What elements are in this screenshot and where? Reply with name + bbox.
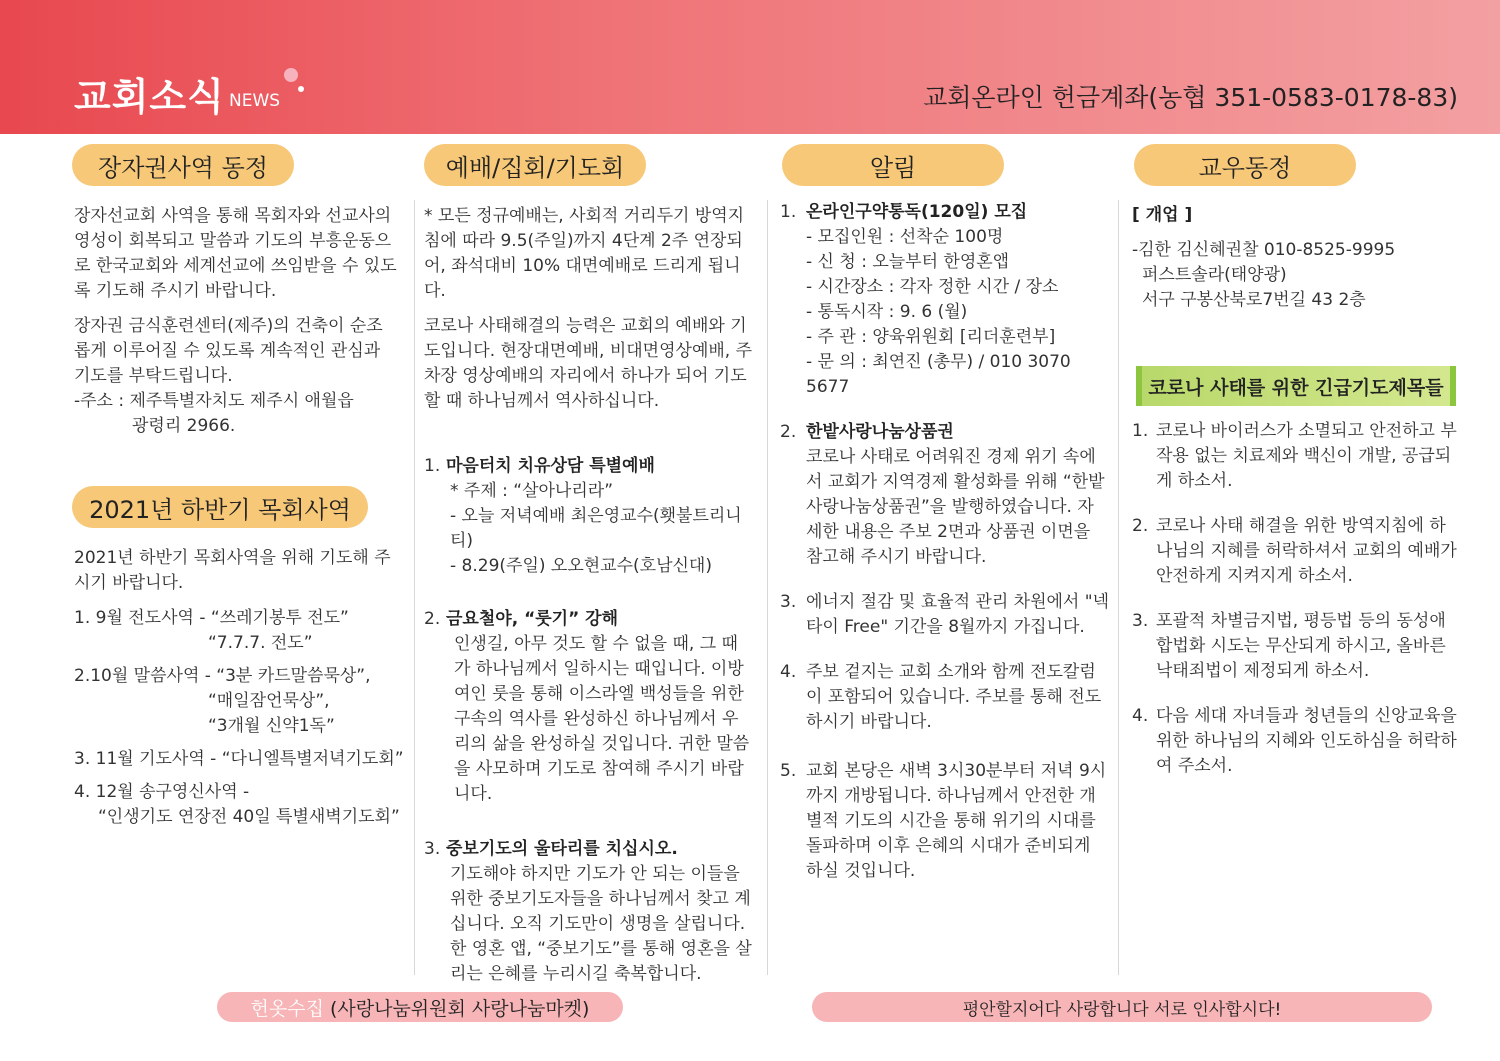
item-number: 3. — [780, 592, 797, 612]
list-item: 3. 11월 기도사역 - “다니엘특별저녁기도회” — [74, 749, 404, 769]
list-item — [780, 200, 1110, 400]
paragraph: 장자선교회 사역을 통해 목회자와 선교사의 영성이 회복되고 말씀과 기도의 부흥운동으로 한국교회와 세계선교에 쓰임받을 수 있도록 기도해 주시기 바랍니다. — [74, 206, 397, 301]
paragraph: 장자권 금식훈련센터(제주)의 건축이 순조롭게 이루어질 수 있도록 계속적인 관심과 기도를 부탁드립니다. — [74, 316, 383, 386]
item-text: 기도해야 하지만 기도가 안 되는 이들을 위한 중보기도자들을 하나님께서 찾고 계십니다. 오직 기도만이 생명을 살립니다. 한 영혼 앱, “중보기도”를 통해 영혼을 살리는 은혜를 누리시길 축복합니다. — [450, 864, 752, 984]
item-line: - 문 의 : 최연진 (총무) / 010 3070 5677 — [806, 352, 1071, 397]
column-notice — [780, 200, 1110, 904]
member-line: 서구 구봉산북로7번길 43 2층 — [1142, 290, 1366, 310]
footer-highlight: 헌옷수집 — [250, 997, 324, 1020]
address-line: -주소 : 제주특별자치도 제주시 애월읍 — [74, 391, 354, 411]
header-banner — [0, 0, 1500, 134]
column-divider — [767, 200, 768, 975]
offering-account: 교회온라인 헌금계좌(농협 351-0583-0178-83) — [923, 83, 1458, 112]
list-item — [780, 660, 1110, 735]
item-text: 다음 세대 자녀들과 청년들의 신앙교육을 위한 하나님의 지혜와 인도하심을 허락하여 주소서. — [1156, 706, 1457, 776]
item-line: * 주제 : “살아나리라” — [450, 481, 614, 501]
item-number: 2. — [424, 609, 441, 629]
decor-dot-icon — [284, 68, 298, 82]
list-item — [424, 837, 754, 987]
item-number: 4. — [780, 662, 797, 682]
item-title: 온라인구약통독(120일) 모집 — [806, 202, 1028, 222]
item-number: 2. — [780, 422, 797, 442]
item-text: 에너지 절감 및 효율적 관리 차원에서 "넥타이 Free" 기간을 8월까지 가집니다. — [806, 592, 1109, 637]
list-item: “7.7.7. 전도” — [208, 633, 313, 653]
member-line: -김한 김신혜권찰 010-8525-9995 — [1132, 240, 1396, 260]
item-line: - 주 관 : 양육위원회 [리더훈련부] — [806, 327, 1056, 347]
list-item: 2.10월 말씀사역 - “3분 카드말씀묵상”, — [74, 666, 371, 686]
item-title: 금요철야, “룻기” 강해 — [446, 609, 619, 629]
page-subtitle: NEWS — [229, 91, 281, 111]
item-number: 1. — [1132, 421, 1149, 441]
list-item: “인생기도 연장전 40일 특별새벽기도회” — [98, 807, 400, 827]
item-number: 4. — [1132, 706, 1149, 726]
column-divider — [414, 200, 415, 975]
item-number: 3. — [424, 839, 441, 859]
column-divider — [1118, 200, 1119, 975]
list-item — [1132, 609, 1462, 684]
item-line: - 모집인원 : 선착순 100명 — [806, 227, 1004, 247]
item-line: - 통독시작 : 9. 6 (월) — [806, 302, 968, 322]
item-text: 주보 겉지는 교회 소개와 함께 전도칼럼이 포함되어 있습니다. 주보를 통해 전도하시기 바랍니다. — [806, 662, 1102, 732]
paragraph: 코로나 사태해결의 능력은 교회의 예배와 기도입니다. 현장대면예배, 비대면영상예배, 주차장 영상예배의 자리에서 하나가 되어 기도할 때 하나님께서 역사하십니다. — [424, 316, 753, 411]
item-text: 포괄적 차별금지법, 평등법 등의 동성애 합법화 시도는 무산되게 하시고, 올바른 낙태죄법이 제정되게 하소서. — [1156, 611, 1446, 681]
member-line: 퍼스트솔라(태양광) — [1142, 265, 1287, 285]
section-heading-ministry: 2021년 하반기 목회사역 — [72, 486, 368, 528]
paragraph: 2021년 하반기 목회사역을 위해 기도해 주시기 바랍니다. — [74, 548, 391, 593]
column-members — [1132, 203, 1462, 313]
item-number: 1. — [780, 202, 797, 222]
list-item: 4. 12월 송구영신사역 - — [74, 782, 250, 802]
item-title: 마음터치 치유상담 특별예배 — [446, 456, 655, 476]
list-item — [424, 454, 754, 579]
item-title: 중보기도의 울타리를 치십시오. — [446, 839, 678, 859]
list-item — [1132, 704, 1462, 779]
column-ministry — [74, 546, 404, 830]
item-number: 5. — [780, 761, 797, 781]
section-heading-notice: 알림 — [782, 144, 1004, 186]
footer-greeting: 평안할지어다 사랑합니다 서로 인사합시다! — [812, 992, 1432, 1022]
address-line: 광령리 2966. — [132, 416, 236, 436]
item-number: 1. — [424, 456, 441, 476]
list-item — [780, 420, 1110, 570]
item-line: - 8.29(주일) 오오현교수(호남신대) — [450, 556, 712, 576]
list-item — [424, 607, 754, 807]
list-item — [780, 759, 1110, 884]
item-text: 교회 본당은 새벽 3시30분부터 저녁 9시까지 개방됩니다. 하나님께서 안전한 개별적 기도의 시간을 통해 위기의 시대를 돌파하며 이후 은혜의 시대가 준비되게 하실 것입니다. — [806, 761, 1107, 881]
section-heading-jangja: 장자권사역 동정 — [72, 144, 294, 186]
list-item — [780, 590, 1110, 640]
item-text: 코로나 바이러스가 소멸되고 안전하고 부작용 없는 치료제와 백신이 개발, 공급되게 하소서. — [1156, 421, 1457, 491]
footer-text: (사랑나눔위원회 사랑나눔마켓) — [329, 997, 590, 1020]
list-item — [1132, 419, 1462, 494]
item-title: 한밭사랑나눔상품권 — [806, 422, 954, 442]
item-text: 코로나 사태 해결을 위한 방역지침에 하나님의 지혜를 허락하셔서 교회의 예배가 안전하게 지켜지게 하소서. — [1156, 516, 1457, 586]
item-number: 2. — [1132, 516, 1149, 536]
list-item: 1. 9월 전도사역 - “쓰레기봉투 전도” — [74, 608, 349, 628]
prayer-list — [1132, 419, 1462, 799]
item-text: 인생길, 아무 것도 할 수 없을 때, 그 때가 하나님께서 일하시는 때입니다. 이방 여인 룻을 통해 이스라엘 백성들을 위한 구속의 역사를 완성하신 하나님께서 우리의 삶을 완성하실 것입니다. 귀한 말씀을 사모하며 기도로 참여해 주시기 바랍니다. — [454, 634, 750, 804]
list-item: “3개월 신약1독” — [208, 716, 335, 736]
item-number: 3. — [1132, 611, 1149, 631]
prayer-heading: 코로나 사태를 위한 긴급기도제목들 — [1136, 366, 1456, 406]
item-line: - 신 청 : 오늘부터 한영혼앱 — [806, 252, 1010, 272]
column-worship — [424, 204, 754, 1007]
member-tag: [ 개업 ] — [1132, 205, 1193, 225]
footer-clothes-donation — [217, 992, 623, 1022]
page-title: 교회소식 — [74, 75, 225, 119]
section-heading-members: 교우동정 — [1134, 144, 1356, 186]
column-jangja — [74, 204, 399, 439]
paragraph: * 모든 정규예배는, 사회적 거리두기 방역지침에 따라 9.5(주일)까지 4단계 2주 연장되어, 좌석대비 10% 대면예배로 드리게 됩니다. — [424, 206, 745, 301]
item-text: 코로나 사태로 어려워진 경제 위기 속에서 교회가 지역경제 활성화를 위해 “한밭사랑나눔상품권”을 발행하였습니다. 자세한 내용은 주보 2면과 상품권 이면을 참고해 주시기 바랍니다. — [806, 447, 1105, 567]
list-item — [1132, 514, 1462, 589]
item-line: - 오늘 저녁예배 최은영교수(횃불트리니티) — [450, 506, 742, 551]
decor-dot-small-icon — [298, 86, 304, 92]
section-heading-worship: 예배/집회/기도회 — [424, 144, 646, 186]
item-line: - 시간장소 : 각자 정한 시간 / 장소 — [806, 277, 1059, 297]
list-item: “매일잠언묵상”, — [208, 691, 330, 711]
